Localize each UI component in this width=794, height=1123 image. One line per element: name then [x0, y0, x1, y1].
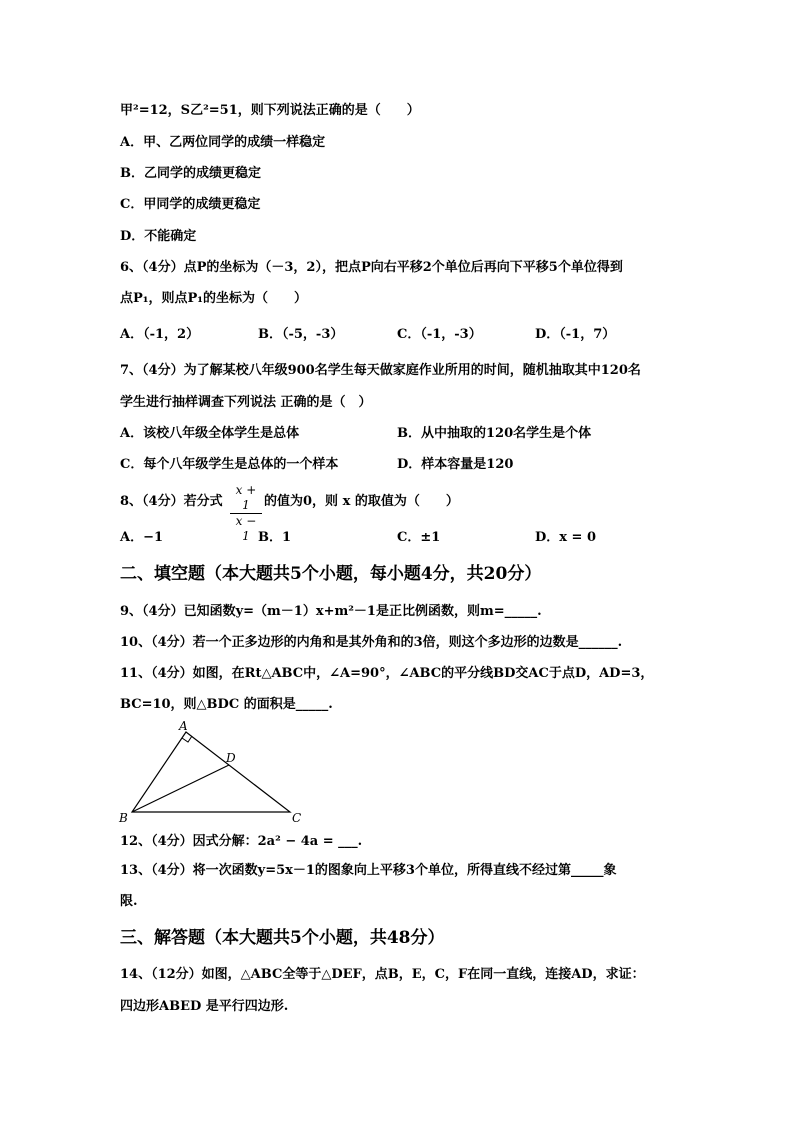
- q8-stem-suffix: 的值为0，则 x 的取值为（ ）: [264, 494, 459, 509]
- q6-stem-line2: 点P₁，则点P₁的坐标为（ ）: [120, 291, 307, 306]
- q11-stem-line1: 11、（4分）如图，在Rt△ABC中，∠A=90°，∠ABC的平分线BD交AC于点D，AD=3，: [120, 666, 654, 681]
- q13-stem-line2: 限.: [120, 894, 138, 909]
- q8-stem-prefix: 8、（4分）若分式: [120, 494, 223, 509]
- bisector-bd: [132, 765, 229, 812]
- q6-option-b: B．（-5，-3）: [258, 327, 344, 342]
- q6-option-a: A．（-1，2）: [120, 327, 200, 342]
- q9-stem: 9、（4分）已知函数y=（m－1）x+m²－1是正比例函数，则m=_____.: [120, 604, 542, 619]
- q12-stem: 12、（4分）因式分解：2a² − 4a = ___.: [120, 834, 363, 849]
- q7-stem-line1: 7、（4分）为了解某校八年级900名学生每天做家庭作业所用的时间，随机抽取其中120名: [120, 363, 641, 378]
- q5-option-a: A．甲、乙两位同学的成绩一样稳定: [120, 135, 326, 150]
- q14-stem-line1: 14、（12分）如图，△ABC全等于△DEF，点B，E，C，F在同一直线，连接AD，求证：: [120, 967, 645, 982]
- q11-triangle-figure: [112, 718, 322, 826]
- q13-stem-line1: 13、（4分）将一次函数y=5x－1的图象向上平移3个单位，所得直线不经过第_____象: [120, 863, 617, 878]
- q5-option-b: B．乙同学的成绩更稳定: [120, 166, 261, 181]
- q8-option-c: C．±1: [397, 530, 441, 545]
- q7-option-c: C．每个八年级学生是总体的一个样本: [120, 457, 339, 472]
- q14-stem-line2: 四边形ABED 是平行四边形.: [120, 999, 289, 1014]
- q8-fraction-denominator: x − 1: [235, 514, 257, 543]
- q6-stem-line1: 6、（4分）点P的坐标为（－3，2），把点P向右平移2个单位后再向下平移5个单位得到: [120, 260, 623, 275]
- q8-fraction-numerator: x + 1: [230, 483, 262, 514]
- right-angle-mark: [182, 736, 192, 742]
- q11-stem-line2: BC=10，则△BDC 的面积是_____.: [120, 697, 333, 712]
- q5-option-d: D．不能确定: [120, 229, 197, 244]
- q8-option-d: D．x = 0: [535, 530, 597, 545]
- q8-option-b: B．1: [258, 530, 292, 545]
- label-d: D: [226, 751, 236, 765]
- q7-option-a: A．该校八年级全体学生是总体: [120, 426, 300, 441]
- q10-stem: 10、（4分）若一个正多边形的内角和是其外角和的3倍，则这个多边形的边数是______.: [120, 635, 623, 650]
- q6-option-d: D．（-1，7）: [535, 327, 616, 342]
- label-a: A: [179, 719, 188, 733]
- q7-option-d: D．样本容量是120: [397, 457, 514, 472]
- q5-option-c: C．甲同学的成绩更稳定: [120, 197, 261, 212]
- label-b: B: [119, 811, 128, 825]
- q8-option-a: A．−1: [120, 530, 164, 545]
- q6-option-c: C．（-1，-3）: [397, 327, 482, 342]
- section-2-heading: 二、填空题（本大题共5个小题，每小题4分，共20分）: [120, 564, 542, 584]
- label-c: C: [292, 811, 302, 825]
- q5-stem-tail: 甲²=12，S乙²=51，则下列说法正确的是（ ）: [120, 103, 420, 118]
- q7-stem-line2: 学生进行抽样调查下列说法 正确的是（ ）: [120, 395, 372, 410]
- section-3-heading: 三、解答题（本大题共5个小题，共48分）: [120, 928, 445, 948]
- q7-option-b: B．从中抽取的120名学生是个体: [397, 426, 592, 441]
